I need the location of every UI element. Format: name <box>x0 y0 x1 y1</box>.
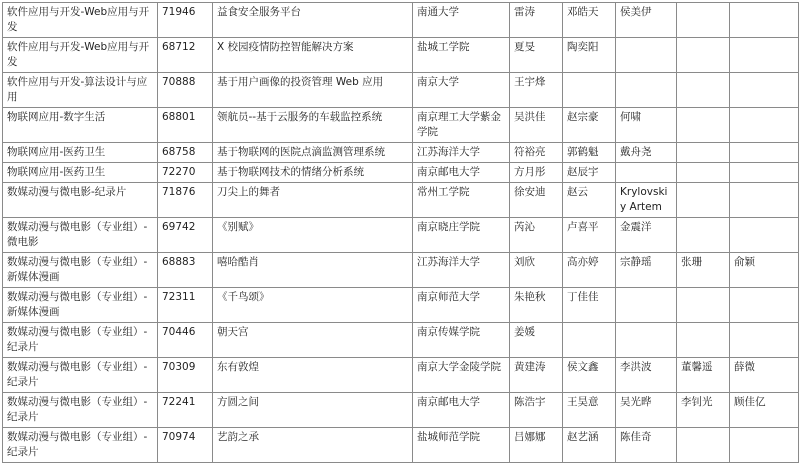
id-cell: 69742 <box>158 218 213 253</box>
member-cell: 吕娜娜 <box>510 428 563 463</box>
title-cell: 艺韵之承 <box>213 428 413 463</box>
id-cell: 71946 <box>158 3 213 38</box>
member-cell <box>616 73 677 108</box>
id-cell: 70888 <box>158 73 213 108</box>
category-cell: 物联网应用-医药卫生 <box>3 143 158 163</box>
category-cell: 数媒动漫与微电影（专业组）-新媒体漫画 <box>3 288 158 323</box>
id-cell: 72311 <box>158 288 213 323</box>
title-cell: 基于用户画像的投资管理 Web 应用 <box>213 73 413 108</box>
category-cell: 数媒动漫与微电影（专业组）-纪录片 <box>3 323 158 358</box>
title-cell: 基于物联网技术的情绪分析系统 <box>213 163 413 183</box>
school-cell: 南通大学 <box>413 3 510 38</box>
member-cell <box>616 163 677 183</box>
member-cell <box>730 428 799 463</box>
id-cell: 68801 <box>158 108 213 143</box>
category-cell: 数媒动漫与微电影-纪录片 <box>3 183 158 218</box>
table-row <box>3 38 799 73</box>
member-cell: 吴光晔 <box>616 393 677 428</box>
table-row <box>3 163 799 183</box>
member-cell: 吴洪佳 <box>510 108 563 143</box>
table-row <box>3 393 799 428</box>
title-cell: 领航员--基于云服务的车载监控系统 <box>213 108 413 143</box>
member-cell <box>730 143 799 163</box>
member-cell <box>677 288 730 323</box>
member-cell: 宗静瑶 <box>616 253 677 288</box>
table-row <box>3 143 799 163</box>
school-cell: 南京大学金陵学院 <box>413 358 510 393</box>
title-cell: 刀尖上的舞者 <box>213 183 413 218</box>
member-cell: 侯美伊 <box>616 3 677 38</box>
member-cell <box>730 73 799 108</box>
school-cell: 南京理工大学紫金学院 <box>413 108 510 143</box>
id-cell: 68758 <box>158 143 213 163</box>
member-cell <box>730 163 799 183</box>
title-cell: 《千鸟颂》 <box>213 288 413 323</box>
member-cell <box>677 73 730 108</box>
member-cell: 郭鹤魁 <box>563 143 616 163</box>
member-cell: 黄建涛 <box>510 358 563 393</box>
member-cell <box>677 183 730 218</box>
member-cell <box>563 323 616 358</box>
id-cell: 70309 <box>158 358 213 393</box>
table-row <box>3 108 799 143</box>
member-cell: 陈浩宇 <box>510 393 563 428</box>
member-cell: 何啸 <box>616 108 677 143</box>
title-cell: 东有敦煌 <box>213 358 413 393</box>
member-cell: 夏旻 <box>510 38 563 73</box>
table-row <box>3 3 799 38</box>
member-cell <box>677 163 730 183</box>
member-cell: 李钊光 <box>677 393 730 428</box>
school-cell: 南京邮电大学 <box>413 163 510 183</box>
results-table-body <box>3 3 799 463</box>
member-cell: 赵艺涵 <box>563 428 616 463</box>
member-cell: 王昊意 <box>563 393 616 428</box>
category-cell: 物联网应用-数字生活 <box>3 108 158 143</box>
member-cell: 雷涛 <box>510 3 563 38</box>
member-cell <box>677 108 730 143</box>
member-cell: 陈佳奇 <box>616 428 677 463</box>
table-row <box>3 218 799 253</box>
member-cell: 徐安迪 <box>510 183 563 218</box>
table-row <box>3 288 799 323</box>
member-cell <box>677 143 730 163</box>
member-cell <box>677 218 730 253</box>
member-cell: 方月彤 <box>510 163 563 183</box>
member-cell <box>730 108 799 143</box>
school-cell: 江苏海洋大学 <box>413 253 510 288</box>
school-cell: 盐城师范学院 <box>413 428 510 463</box>
category-cell: 软件应用与开发-算法设计与应用 <box>3 73 158 108</box>
table-row <box>3 323 799 358</box>
category-cell: 数媒动漫与微电影（专业组）-微电影 <box>3 218 158 253</box>
member-cell: 芮沁 <box>510 218 563 253</box>
member-cell: 李洪波 <box>616 358 677 393</box>
member-cell <box>563 73 616 108</box>
school-cell: 南京邮电大学 <box>413 393 510 428</box>
id-cell: 70446 <box>158 323 213 358</box>
school-cell: 南京大学 <box>413 73 510 108</box>
title-cell: X 校园疫情防控智能解决方案 <box>213 38 413 73</box>
member-cell: 邓皓天 <box>563 3 616 38</box>
member-cell: 赵云 <box>563 183 616 218</box>
member-cell: 董馨遥 <box>677 358 730 393</box>
school-cell: 常州工学院 <box>413 183 510 218</box>
results-table <box>2 2 799 463</box>
category-cell: 数媒动漫与微电影（专业组）-纪录片 <box>3 393 158 428</box>
category-cell: 软件应用与开发-Web应用与开发 <box>3 3 158 38</box>
table-row <box>3 428 799 463</box>
id-cell: 72270 <box>158 163 213 183</box>
id-cell: 68883 <box>158 253 213 288</box>
member-cell <box>677 38 730 73</box>
member-cell: Krylovskiy Artem <box>616 183 677 218</box>
member-cell: 丁佳佳 <box>563 288 616 323</box>
member-cell: 朱艳秋 <box>510 288 563 323</box>
table-row <box>3 358 799 393</box>
school-cell: 南京传媒学院 <box>413 323 510 358</box>
table-row <box>3 183 799 218</box>
member-cell <box>730 38 799 73</box>
title-cell: 朝天宫 <box>213 323 413 358</box>
member-cell: 符裕亮 <box>510 143 563 163</box>
id-cell: 72241 <box>158 393 213 428</box>
member-cell: 金震洋 <box>616 218 677 253</box>
member-cell: 侯文鑫 <box>563 358 616 393</box>
member-cell: 刘欣 <box>510 253 563 288</box>
member-cell: 顾佳亿 <box>730 393 799 428</box>
member-cell: 俞颖 <box>730 253 799 288</box>
school-cell: 南京晓庄学院 <box>413 218 510 253</box>
member-cell <box>616 323 677 358</box>
member-cell <box>616 38 677 73</box>
title-cell: 《别赋》 <box>213 218 413 253</box>
table-row <box>3 253 799 288</box>
category-cell: 数媒动漫与微电影（专业组）-新媒体漫画 <box>3 253 158 288</box>
id-cell: 70974 <box>158 428 213 463</box>
school-cell: 盐城工学院 <box>413 38 510 73</box>
member-cell <box>677 323 730 358</box>
member-cell: 戴舟尧 <box>616 143 677 163</box>
member-cell: 赵宗豪 <box>563 108 616 143</box>
table-row <box>3 73 799 108</box>
member-cell: 赵辰宇 <box>563 163 616 183</box>
member-cell: 王宇烽 <box>510 73 563 108</box>
category-cell: 软件应用与开发-Web应用与开发 <box>3 38 158 73</box>
title-cell: 嘻哈酷肖 <box>213 253 413 288</box>
member-cell <box>616 288 677 323</box>
member-cell <box>677 428 730 463</box>
category-cell: 物联网应用-医药卫生 <box>3 163 158 183</box>
member-cell <box>677 3 730 38</box>
member-cell <box>730 3 799 38</box>
id-cell: 71876 <box>158 183 213 218</box>
category-cell: 数媒动漫与微电影（专业组）-纪录片 <box>3 358 158 393</box>
member-cell: 陶奕阳 <box>563 38 616 73</box>
school-cell: 南京师范大学 <box>413 288 510 323</box>
title-cell: 益食安全服务平台 <box>213 3 413 38</box>
member-cell: 薛微 <box>730 358 799 393</box>
member-cell: 高亦婷 <box>563 253 616 288</box>
member-cell <box>730 323 799 358</box>
member-cell: 张珊 <box>677 253 730 288</box>
member-cell: 卢喜平 <box>563 218 616 253</box>
title-cell: 方圆之间 <box>213 393 413 428</box>
member-cell <box>730 288 799 323</box>
member-cell: 姜媛 <box>510 323 563 358</box>
title-cell: 基于物联网的医院点滴监测管理系统 <box>213 143 413 163</box>
category-cell: 数媒动漫与微电影（专业组）-纪录片 <box>3 428 158 463</box>
member-cell <box>730 218 799 253</box>
id-cell: 68712 <box>158 38 213 73</box>
member-cell <box>730 183 799 218</box>
school-cell: 江苏海洋大学 <box>413 143 510 163</box>
